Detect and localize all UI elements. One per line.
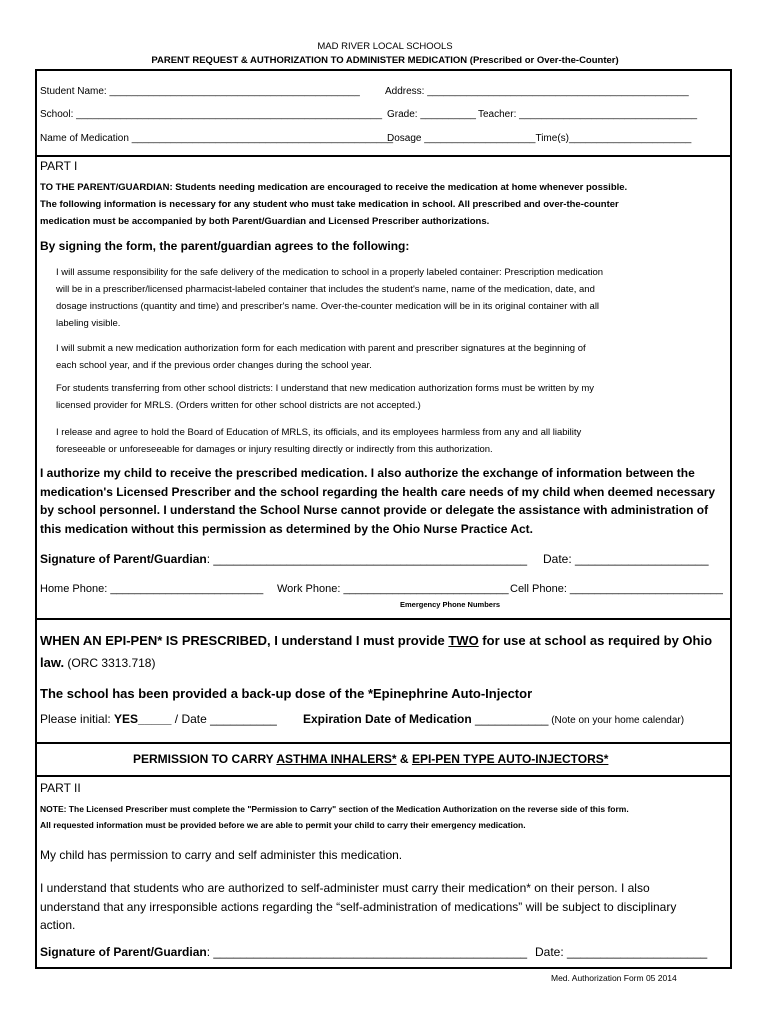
agreement-item [56,264,603,332]
authorize-line: this medication without this permission as determined by the Ohio Nurse Practice Act. [40,521,533,536]
item-line: I release and agree to hold the Board of Education of MRLS, its officials, and its employees harmless from any and all liability [56,427,582,438]
note-line: NOTE: The Licensed Prescriber must complete the "Permission to Carry" section of the Medication Authorization on the reverse side of this form. [40,804,629,814]
epi-pen-auto-injectors: EPI-PEN TYPE AUTO-INJECTORS* [411,752,609,766]
item-line: will be in a prescriber/licensed pharmacist-labeled container that includes the student's name, name of the medication, date, and [56,284,595,295]
form-title: PARENT REQUEST & AUTHORIZATION TO ADMINISTER MEDICATION (Prescribed or Over-the-Counter) [151,55,619,66]
signature-date-field[interactable]: Date: ____________________ [543,552,709,566]
item-line: licensed provider for MRLS. (Orders written for other school districts are not accepted.) [56,400,421,411]
understand-line: understand that any irresponsible actions regarding the “self-administration of medications” will be subject to disciplinary [40,899,677,914]
part2-note [40,801,629,833]
cell-phone-field[interactable]: Cell Phone: _________________________ [510,583,723,595]
dosage-time-field[interactable]: Dosage ____________________Time(s)______________________ [387,133,692,144]
self-administer-statement [40,879,676,935]
expiration-line: ___________ [471,712,549,726]
expiration-row[interactable] [303,712,684,726]
notice-line: TO THE PARENT/GUARDIAN: Students needing medication are encouraged to receive the medication at home whenever possible. [40,182,628,193]
authorize-line: by school personnel. I understand the School Nurse cannot provide or delegate the assistance with administration of [40,503,709,517]
part2-signature-field[interactable] [40,945,527,959]
notice-line: medication must be accompanied by both Parent/Guardian and Licensed Prescriber authorizations. [40,216,490,227]
address-field[interactable]: Address: _______________________________________________ [385,86,689,97]
epipen-law [40,655,155,670]
agreement-item [56,340,586,374]
item-line: labeling visible. [56,318,121,329]
authorize-line: medication's Licensed Prescriber and the school regarding the health care needs of my child when deemed necessary [40,484,716,499]
item-line: I will assume responsibility for the safe delivery of the medication to school in a properly labeled container: Prescription medication [56,267,604,278]
school-field[interactable]: School: _______________________________________________________ [40,109,383,120]
form-id: Med. Authorization Form 05 2014 [551,973,677,983]
epipen-requirement [40,633,712,648]
initial-row [40,712,277,726]
yes-initial-field[interactable]: YES_____ [114,712,172,726]
permission-text: PERMISSION TO CARRY [133,752,277,766]
grade-field[interactable]: Grade: __________ [387,109,476,120]
part2-date-field[interactable]: Date: _____________________ [535,945,708,959]
expiration-label: Expiration Date of Medication [303,712,472,726]
part1-notice [40,179,627,230]
notice-line: The following information is necessary for any student who must take medication in school. All prescribed and over-the-counter [40,199,619,210]
divider [35,618,732,620]
item-line: each school year, and if the previous order changes during the school year. [56,360,372,371]
epipen-two: TWO [448,633,479,648]
school-name: MAD RIVER LOCAL SCHOOLS [317,41,453,52]
agree-heading: By signing the form, the parent/guardian agrees to the following: [40,239,410,253]
backup-dose-statement: The school has been provided a back-up dose of the *Epinephrine Auto-Injector [40,686,533,701]
teacher-field[interactable]: Teacher: ________________________________ [478,109,698,120]
parent-signature-field[interactable] [40,552,527,566]
home-phone-field[interactable]: Home Phone: _________________________ [40,583,264,595]
divider [35,742,732,744]
medication-name-field[interactable]: Name of Medication _______________________________________________ [40,133,394,144]
understand-line: action. [40,918,76,932]
understand-line: I understand that students who are authorized to self-administer must carry their medication* on their person. I also [40,881,650,895]
epipen-text: WHEN AN EPI-PEN* IS PRESCRIBED, I understand I must provide [40,633,449,648]
divider [35,775,732,777]
carry-permission-text: My child has permission to carry and self administer this medication. [40,848,403,862]
part1-heading: PART I [40,159,78,173]
signature-line: : _______________________________________________ [206,945,528,959]
law-label: law. [40,655,65,670]
initial-date-field[interactable]: / Date __________ [171,712,277,726]
please-initial-label: Please initial: [40,712,115,726]
signature-line: : _______________________________________________ [206,552,528,566]
emergency-phone-note: Emergency Phone Numbers [400,600,501,609]
asthma-inhalers: ASTHMA INHALERS* [276,752,397,766]
authorize-line: I authorize my child to receive the prescribed medication. I also authorize the exchange of information between the [40,466,695,480]
calendar-note: (Note on your home calendar) [548,715,685,726]
permission-to-carry-title [133,752,608,766]
part2-heading: PART II [40,781,81,795]
divider [35,155,732,157]
agreement-item [56,380,594,414]
agreement-item [56,424,581,458]
signature-label: Signature of Parent/Guardian [40,552,207,566]
epipen-text: for use at school as required by Ohio [478,633,713,648]
item-line: For students transferring from other school districts: I understand that new medication authorization forms must be written by my [56,383,595,394]
student-name-field[interactable]: Student Name: _____________________________________________ [40,86,360,97]
note-line: All requested information must be provided before we are able to permit your child to carry their emergency medication. [40,820,526,830]
item-line: foreseeable or unforeseeable for damages or injury resulting directly or indirectly from this authorization. [56,444,493,455]
authorization-statement [40,464,715,538]
permission-text: & [396,752,412,766]
signature-label: Signature of Parent/Guardian [40,945,207,959]
orc-reference: (ORC 3313.718) [64,656,156,670]
work-phone-field[interactable]: Work Phone: ___________________________ [277,583,509,595]
item-line: dosage instructions (quantity and time) and prescriber's name. Over-the-counter medication will be in its original container with all [56,301,600,312]
item-line: I will submit a new medication authorization form for each medication with parent and prescriber signatures at the beginning of [56,343,586,354]
